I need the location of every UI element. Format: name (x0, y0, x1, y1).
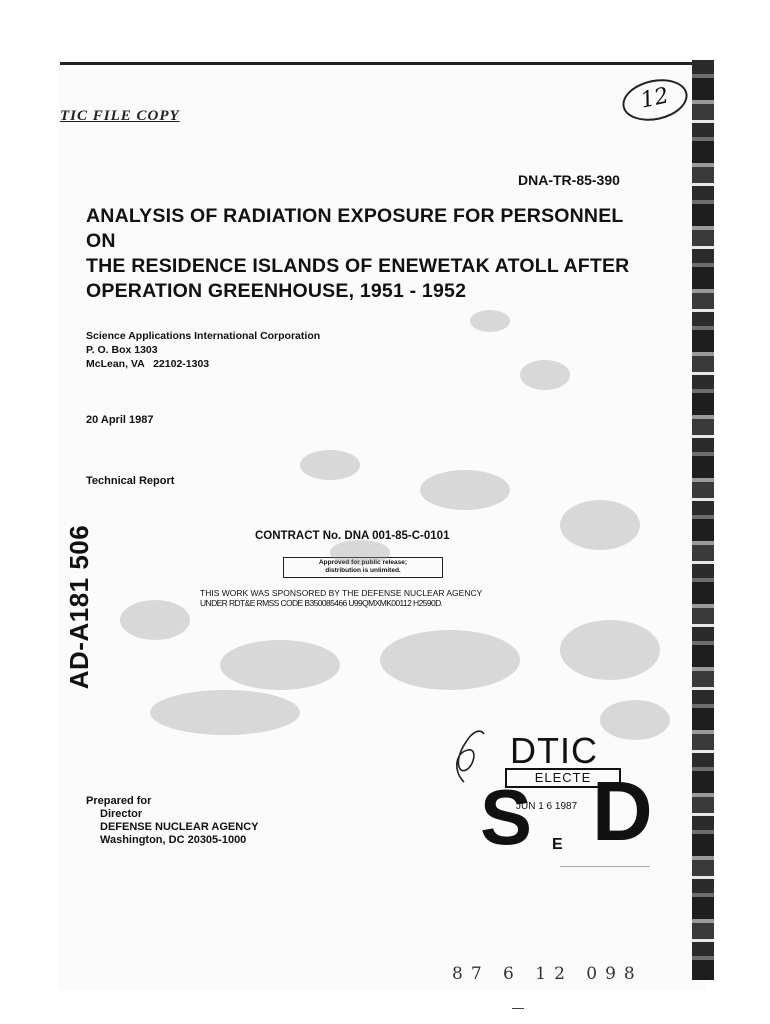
dtic-letter-d: D (592, 764, 653, 858)
file-copy-stamp: TIC FILE COPY (60, 108, 180, 124)
organization-block (86, 329, 320, 371)
report-number: DNA-TR-85-390 (518, 172, 620, 188)
top-border-line (60, 62, 700, 65)
dtic-stamp-date: JUN 1 6 1987 (516, 801, 578, 812)
dtic-letter-s: S (480, 773, 533, 861)
dtic-status-box: ELECTE (505, 768, 621, 788)
prepared-for-recipient: Director (100, 808, 143, 820)
stamp-underline (560, 866, 650, 867)
accession-number: AD-A181 506 (64, 524, 94, 690)
sponsor-line-1: THIS WORK WAS SPONSORED BY THE DEFENSE NUCLEAR AGENCY (200, 588, 483, 598)
circled-number: 12 (619, 74, 692, 127)
approval-line-1: Approved for public release; (318, 559, 408, 566)
report-date: 20 April 1987 (86, 414, 154, 426)
prepared-for-location: Washington, DC 20305-1000 (100, 834, 247, 846)
bottom-dash (512, 1008, 524, 1009)
contract-number: CONTRACT No. DNA 001-85-C-0101 (255, 530, 450, 542)
organization-name: Science Applications International Corporation (86, 330, 321, 342)
title-line-3: OPERATION GREENHOUSE, 1951 - 1952 (86, 280, 467, 302)
approval-line-2: distribution is unlimited. (325, 567, 401, 574)
dtic-letter-e: E (552, 836, 563, 853)
title-line-2: THE RESIDENCE ISLANDS OF ENEWETAK ATOLL AFTER (86, 255, 630, 277)
scan-edge-strip (692, 60, 714, 980)
prepared-for-agency: DEFENSE NUCLEAR AGENCY (100, 821, 259, 833)
bottom-document-number: 87 6 12 098 (452, 964, 643, 984)
dtic-logo-text: DTIC (510, 730, 598, 771)
organization-address-1: P. O. Box 1303 (86, 344, 158, 356)
report-type: Technical Report (86, 475, 175, 487)
title-line-1: ANALYSIS OF RADIATION EXPOSURE FOR PERSONNEL ON (86, 205, 624, 252)
report-title (86, 204, 646, 304)
sponsor-statement (200, 588, 482, 608)
sponsor-line-2: UNDER RDT&E RMSS CODE B350085466 U99QMXMK00112 H2590D. (200, 598, 443, 608)
prepared-for-block (86, 795, 259, 847)
organization-address-2: McLean, VA 22102-1303 (86, 358, 210, 370)
prepared-for-label: Prepared for (86, 795, 152, 807)
